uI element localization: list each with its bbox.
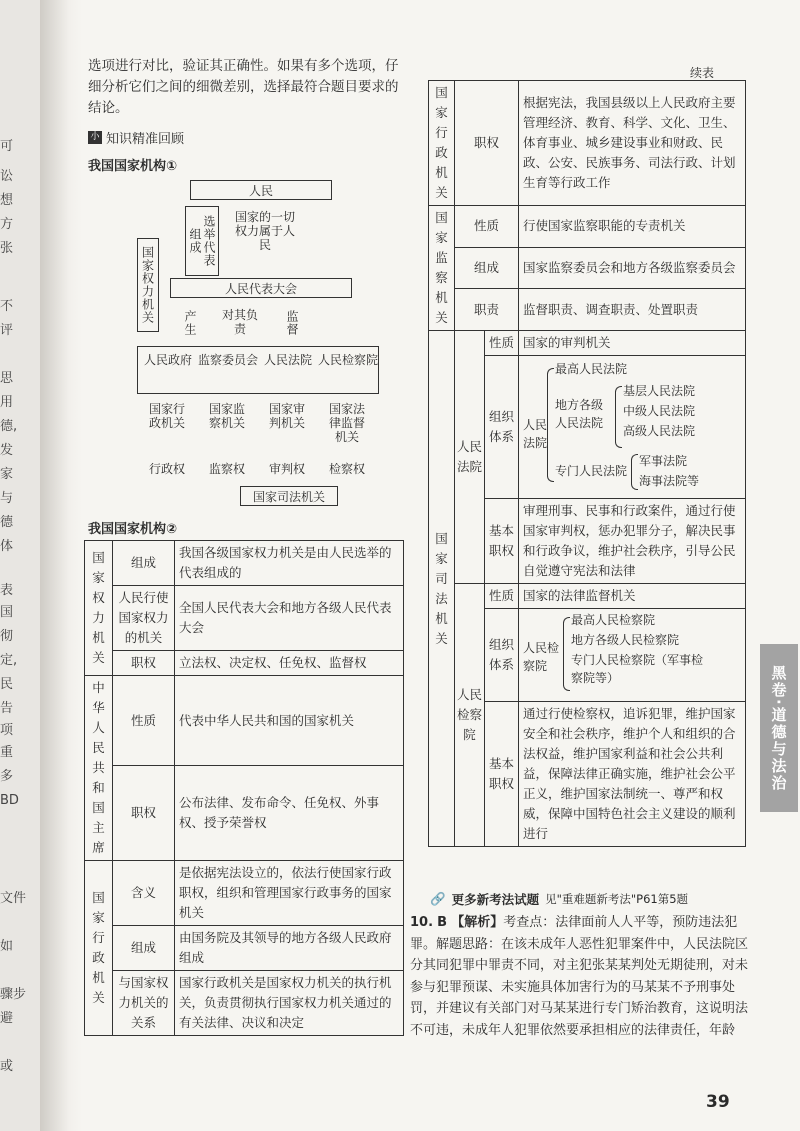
cell-label: 性质 (113, 676, 175, 766)
more-label: 更多新考法试题 (451, 892, 540, 907)
cell-label: 职权 (455, 81, 519, 206)
cell-power-organ: 国家权力机关 (85, 541, 113, 676)
cell-label: 性质 (485, 584, 519, 609)
brace (615, 386, 622, 448)
margin-glyph: 项 (0, 723, 14, 738)
page-number: 39 (706, 1092, 730, 1112)
table-row (85, 861, 404, 926)
table-row (85, 926, 404, 971)
type-legal-supervision: 国家法律监督机关 (328, 402, 365, 444)
margin-glyph: 告 (0, 701, 14, 716)
cell-label: 含义 (113, 861, 175, 926)
procuratorate-special: 专门人民检察院（军事检察院等） (571, 653, 704, 685)
table-row (429, 289, 746, 331)
cell-label: 组成 (455, 247, 519, 289)
margin-glyph: 想 (0, 193, 14, 208)
margin-glyph: 讼 (0, 169, 14, 184)
cell-value: 监督职责、调查职责、处置职责 (519, 289, 746, 331)
cell-admin-organ: 国家行政机关 (85, 861, 113, 1036)
court-intermediate: 中级人民法院 (623, 404, 696, 418)
margin-glyph: 可 (0, 139, 14, 154)
cell-value: 代表中华人民共和国的国家机关 (175, 676, 404, 766)
answer-explanation (410, 912, 748, 1041)
power-label: 国家的一切权力属于人民 (234, 210, 295, 252)
court-local: 地方各级人民法院 (555, 398, 604, 430)
court-basic: 基层人民法院 (623, 384, 696, 398)
cell-value: 审理刑事、民事和行政案件，通过行使国家审判权，惩办犯罪分子，解决民事和行政争议，维护社会秩序，引导公民自觉遵守宪法和法律 (519, 499, 746, 584)
court-maritime: 海事法院等 (639, 474, 700, 488)
margin-glyph: 如 (0, 939, 14, 954)
continued-label: 续表 (690, 66, 715, 80)
brace (547, 368, 554, 482)
margin-glyph: 多 (0, 769, 14, 784)
margin-glyph: BD (0, 793, 19, 808)
court-root: 人民法院 (523, 418, 548, 450)
cell-value: 根据宪法，我国县级以上人民政府主要管理经济、教育、科学、文化、卫生、体育事业、城乡建设事业和财政、民政、公安、民族事务、司法行政、计划生育等行政工作 (519, 81, 746, 206)
table-row (429, 331, 746, 356)
margin-glyph: 家 (0, 467, 14, 482)
cell-value: 国家的法律监督机关 (519, 584, 746, 609)
cell-value: 我国各级国家权力机关是由人民选举的代表组成的 (175, 541, 404, 586)
cell-label: 性质 (485, 331, 519, 356)
answer-number: 10. (410, 915, 434, 930)
court-military: 军事法院 (639, 454, 688, 468)
margin-glyph: 评 (0, 323, 14, 338)
cell-president: 中华人民共和国主席 (85, 676, 113, 861)
book-icon: 小 (88, 131, 102, 144)
court-supreme: 最高人民法院 (555, 362, 628, 376)
answer-tag: 【解析】 (451, 915, 504, 930)
organ-court: 人民法院 (263, 353, 312, 367)
cell-label: 性质 (455, 206, 519, 248)
cell-label: 与国家权力机关的关系 (113, 971, 175, 1036)
powers-row (137, 462, 377, 476)
section-label: 知识精准回顾 (106, 132, 185, 147)
state-organs-table-3 (428, 80, 746, 847)
npc-box: 人民代表大会 (170, 278, 352, 298)
section-header (88, 128, 184, 147)
cell-label: 职责 (455, 289, 519, 331)
answer-letter: B (437, 915, 448, 930)
table-row (85, 676, 404, 766)
margin-glyph: 彻 (0, 629, 14, 644)
link-icon: 🔗 (430, 891, 446, 906)
cell-value: 公布法律、发布命令、任免权、外事权、授予荣誉权 (175, 766, 404, 861)
table-row (429, 81, 746, 206)
diagram-title: 我国国家机构① (88, 159, 178, 174)
state-organs-table-2 (84, 540, 404, 1036)
table-row (429, 247, 746, 289)
table-row (85, 586, 404, 651)
table-row (85, 651, 404, 676)
cell-value: 行使国家监察职能的专责机关 (519, 206, 746, 248)
margin-glyph: 与 (0, 491, 14, 506)
cell-label: 组织体系 (485, 609, 519, 702)
people-box: 人民 (190, 180, 332, 200)
power-admin: 行政权 (148, 462, 185, 476)
margin-glyph: 民 (0, 677, 14, 692)
table2-title: 我国国家机构② (88, 522, 178, 537)
cell-value: 由国务院及其领导的地方各级人民政府组成 (175, 926, 404, 971)
procuratorate-system-tree (519, 609, 746, 702)
court-special: 专门人民法院 (555, 464, 628, 478)
margin-glyph: 方 (0, 217, 14, 232)
margin-glyph: 发 (0, 443, 14, 458)
procuratorate-local: 地方各级人民检察院 (571, 633, 680, 647)
power-supervision: 监察权 (208, 462, 245, 476)
cell-value: 国家的审判机关 (519, 331, 746, 356)
judicial-organ-box: 国家司法机关 (240, 486, 338, 506)
cell-label: 职权 (113, 651, 175, 676)
cell-label: 组织体系 (485, 356, 519, 499)
margin-glyph: 用 (0, 395, 14, 410)
cell-label: 组成 (113, 541, 175, 586)
cell-value: 全国人民代表大会和地方各级人民代表大会 (175, 586, 404, 651)
state-organs-diagram (135, 178, 390, 508)
responsible-label: 对其负责 (221, 308, 258, 336)
court-system-tree (519, 356, 746, 499)
organ-gov: 人民政府 (143, 353, 192, 367)
procuratorate-supreme: 最高人民检察院 (571, 613, 656, 627)
cell-judicial-organ: 国家司法机关 (429, 331, 455, 847)
type-admin: 国家行政机关 (148, 402, 185, 430)
brace (631, 454, 638, 490)
type-supervision: 国家监察机关 (208, 402, 245, 430)
margin-glyph: 不 (0, 299, 14, 314)
cell-admin-organ: 国家行政机关 (429, 81, 455, 206)
margin-glyph: 表 (0, 583, 14, 598)
table-row (85, 971, 404, 1036)
type-judicial: 国家审判机关 (268, 402, 305, 430)
power-organ-box: 国家权力机关 (137, 238, 159, 332)
power-procuratorial: 检察权 (328, 462, 365, 476)
organ-supervision: 监察委员会 (198, 353, 259, 367)
table-row (429, 206, 746, 248)
margin-glyph: 张 (0, 241, 14, 256)
cell-label: 职权 (113, 766, 175, 861)
table-row (85, 541, 404, 586)
cell-label: 组成 (113, 926, 175, 971)
power-judicial: 审判权 (268, 462, 305, 476)
cell-value: 通过行使检察权，追诉犯罪，维护国家安全和社会秩序，维护个人和组织的合法权益，维护国家利益和社会公共利益，保障法律正确实施，维护社会公平正义，维护国家法制统一、尊严和权威，保障中国特色社会主义建设的顺利进行 (519, 702, 746, 847)
cell-court: 人民法院 (455, 331, 485, 584)
margin-glyph: 德 (0, 515, 14, 530)
margin-glyph: 国 (0, 605, 14, 620)
cell-supervision-organ: 国家监察机关 (429, 206, 455, 331)
margin-glyph: 德, (0, 419, 18, 434)
cell-label: 基本职权 (485, 702, 519, 847)
table-row (85, 766, 404, 861)
elect-label: 选举代表组成 (185, 206, 219, 276)
margin-glyph: 避 (0, 1011, 14, 1026)
procuratorate-root: 人民检察院 (523, 641, 560, 673)
more-questions-note (430, 890, 688, 908)
table-row (429, 584, 746, 609)
cell-value: 是依据宪法设立的，依法行使国家行政职权，组织和管理国家行政事务的国家机关 (175, 861, 404, 926)
organ-procuratorate: 人民检察院 (318, 353, 379, 367)
margin-glyph: 思 (0, 371, 14, 386)
margin-glyph: 定, (0, 653, 18, 668)
more-ref: 见"重难题新考法"P61第5题 (545, 892, 689, 906)
cell-label: 基本职权 (485, 499, 519, 584)
organs-row (137, 346, 379, 394)
produce-label: 产生 (183, 310, 197, 336)
margin-glyph: 体 (0, 539, 14, 554)
supervise-label: 监督 (285, 310, 299, 336)
cell-value: 立法权、决定权、任免权、监督权 (175, 651, 404, 676)
brace (563, 617, 570, 691)
margin-glyph: 或 (0, 1059, 14, 1074)
cell-label: 人民行使国家权力的机关 (113, 586, 175, 651)
cell-value: 国家行政机关是国家权力机关的执行机关，负责贯彻执行国家权力机关通过的有关法律、决议和决定 (175, 971, 404, 1036)
page-gutter-shadow (40, 0, 82, 1131)
cell-value: 国家监察委员会和地方各级监察委员会 (519, 247, 746, 289)
side-tab: 黑卷·道德与法治 (760, 644, 798, 812)
types-row (137, 402, 377, 444)
margin-glyph: 文件 (0, 891, 27, 906)
intro-paragraph: 选项进行对比，验证其正确性。如果有多个选项，仔细分析它们之间的细微差别，选择最符合题目要求的结论。 (88, 58, 399, 116)
court-high: 高级人民法院 (623, 424, 696, 438)
margin-glyph: 骤步 (0, 987, 27, 1002)
cell-procuratorate: 人民检察院 (455, 584, 485, 847)
margin-glyph: 重 (0, 745, 14, 760)
answer-text: 考查点：法律面前人人平等，预防违法犯罪。解题思路：在该未成年人恶性犯罪案件中，人民法院区分其同犯罪中罪责不同，对主犯张某某判处无期徒刑，对未参与犯罪预谋、未实施具体加害行为的马某某不予刑事处罚，并建议有关部门对马某某进行专门矫治教育，这说明法不可违，未成年人犯罪依然要承担相应的法律责任，年龄 (410, 915, 749, 1038)
